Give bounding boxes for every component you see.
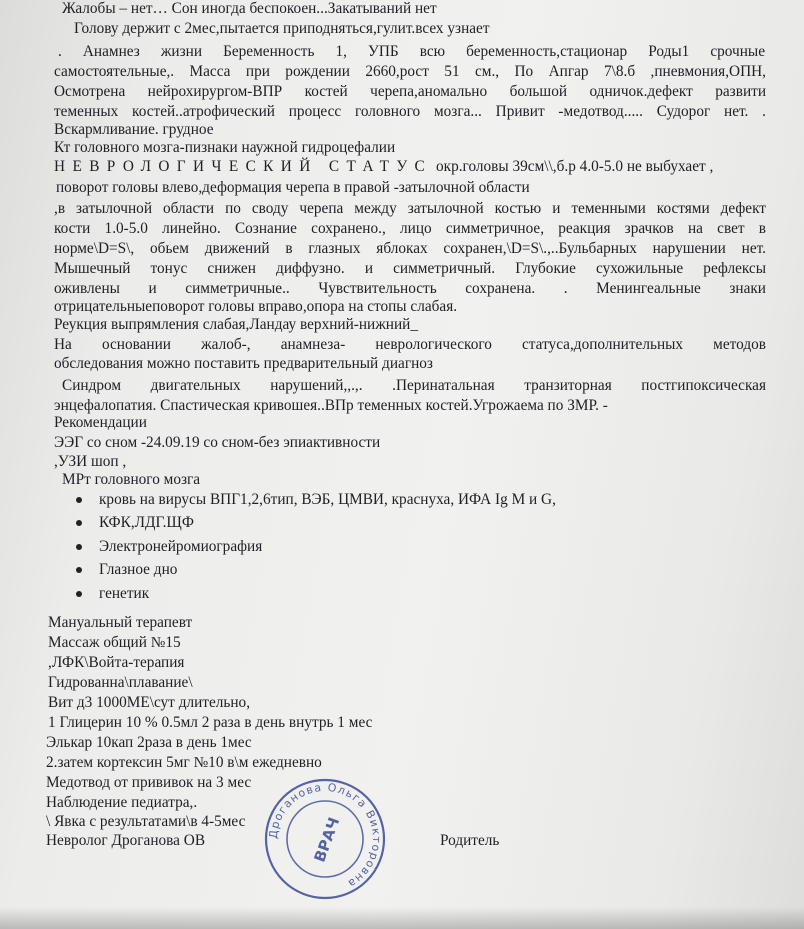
diagnosis-line: Синдром двигательных нарушений,,.,. .Перинатальная транзиторная постгипоксическая [62, 377, 766, 394]
diagnosis-intro-line: На основании жалоб-, анамнеза- неврологического статуса,дополнительных методов [54, 336, 766, 353]
list-item: КФК,ЛДГ.ЩФ [76, 512, 556, 536]
anamnesis-line: . Анамнез жизни Беременность 1, УПБ всю беременность,стационар Роды1 срочные [58, 43, 765, 60]
recommendations-heading: Рекомендации [54, 414, 147, 431]
rec-line: Медотвод от прививок на 3 мес [46, 774, 252, 791]
ultrasound-line: ,УЗИ шоп , [54, 453, 127, 470]
tests-list [76, 488, 556, 606]
rec-line: ,ЛФК\Войта-терапия [48, 654, 185, 671]
status-line: отрицательныеповорот головы вправо,опора на стопы слабая. [54, 298, 458, 315]
rec-line: 1 Глицерин 10 % 0.5мл 2 раза в день внутрь 1 мес [48, 714, 373, 731]
mri-line: МРт головного мозга [62, 471, 201, 488]
bullet-icon [76, 520, 82, 526]
status-detail: окр.головы 39см\\,б.р 4.0-5.0 не выбухает , [436, 158, 714, 175]
ct-line: Кт головного мозга-пизнаки наужной гидроцефалии [54, 139, 396, 156]
bullet-icon [76, 591, 82, 597]
bullet-icon [76, 567, 82, 573]
doctor-stamp [262, 776, 388, 902]
feeding-line: Вскармливание. грудное [54, 121, 214, 138]
neuro-status-heading: НЕВРОЛОГИЧЕСКИЙ СТАТУС [54, 158, 433, 175]
anamnesis-line: самостоятельные,. Масса при рождении 2660,рост 51 см., По Апгар 7\8.б ,пневмония,ОПН, [54, 63, 766, 80]
list-item: генетик [76, 582, 556, 606]
status-line: ,в затылочной области по своду черепа между затылочной костью и теменными костями дефект [54, 200, 766, 217]
rec-line: Вит д3 1000МЕ\сут длительно, [48, 694, 251, 711]
rec-line: 2.затем кортексин 5мг №10 в\м ежедневно [46, 754, 322, 771]
page-shadow [0, 907, 804, 929]
status-line [54, 158, 713, 176]
diagnosis-line: энцефалопатия. Спастическая кривошея..ВПр теменных костей.Угрожаема по ЗМР. - [54, 397, 608, 414]
status-line: кости 1.0-5.0 линейно. Сознание сохранено., лицо симметричное, реакция зрачков на свет в [54, 220, 766, 237]
status-line: норме\D=S\, обьем движений в глазных яблоках сохранен,\D=S\.,..Бульбарных нарушении нет. [54, 240, 766, 257]
list-item: Электронейромиография [76, 535, 556, 559]
bullet-icon [76, 544, 82, 550]
rec-line: Массаж общий №15 [48, 634, 181, 651]
status-line: поворот головы влево,деформация черепа в правой -затылочной области [56, 179, 530, 196]
development-line: Голову держит с 2мес,пытается приподняться,гулит.всех узнает [74, 20, 490, 37]
rec-line: Элькар 10кап 2раза в день 1мес [46, 734, 252, 751]
list-item: Глазное дно [76, 559, 556, 583]
rec-line: Мануальный терапевт [48, 614, 193, 631]
status-line: Мышечный тонус снижен диффузно. и симметричный. Глубокие сухожильные рефлексы [54, 260, 766, 277]
rec-line: \ Явка с результатами\в 4-5мес [46, 813, 246, 830]
status-line: оживлены и симметричные.. Чувствительность сохранена. . Менингеальные знаки [54, 280, 766, 297]
anamnesis-line: Осмотрена нейрохирургом-ВПР костей черепа,аномально большой одничок.дефект развити [54, 83, 766, 100]
diagnosis-intro-line: обследования можно поставить предварительный диагноз [54, 355, 433, 372]
reflex-line: Реукция выпрямления слабая,Ландау верхний-нижний_ [54, 316, 419, 333]
rec-line: Гидрованна\плавание\ [48, 674, 193, 691]
parent-label: Родитель [440, 832, 500, 849]
eeg-line: ЭЭГ со сном -24.09.19 со сном-без эпиактивности [54, 434, 381, 451]
rec-line: Наблюдение педиатра,. [46, 794, 198, 811]
complaints-line: Жалобы – нет… Сон иногда беспокоен...Закатываний нет [62, 0, 437, 17]
doctor-signature-line: Невролог Дроганова ОВ [46, 832, 206, 849]
list-item: кровь на вирусы ВПГ1,2,6тип, ВЭБ, ЦМВИ, краснуха, ИФА Ig M и G, [76, 488, 556, 512]
anamnesis-line: теменных костей..атрофический процесс головного мозга... Привит -медотвод..... Судорог нет. . [54, 103, 766, 120]
stamp-text: Дроганова Ольга Викторовна [266, 780, 384, 891]
bullet-icon [76, 497, 82, 503]
stamp-center-text: ВРАЧ [310, 814, 344, 865]
